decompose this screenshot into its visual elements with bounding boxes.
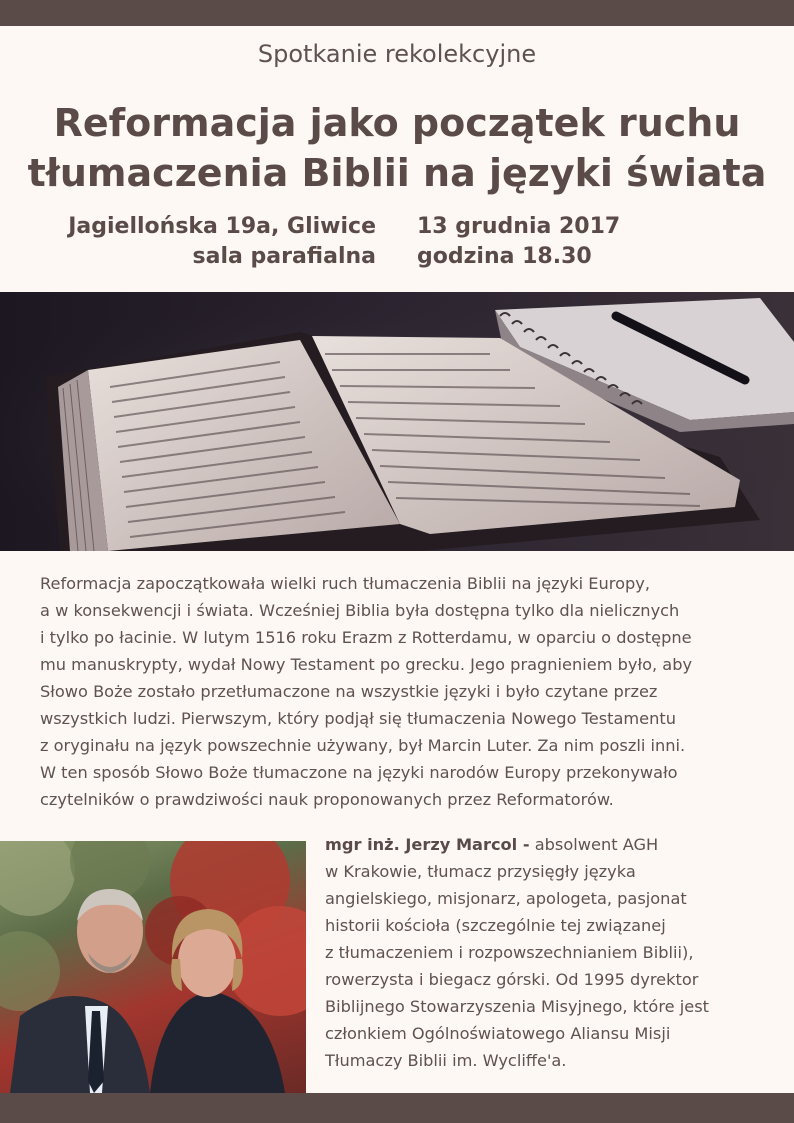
top-bar xyxy=(0,0,794,26)
intro-line: W ten sposób Słowo Boże tłumaczone na języki narodów Europy przekonywało xyxy=(40,763,678,782)
event-date: 13 grudnia 2017 xyxy=(417,214,621,239)
event-time: godzina 18.30 xyxy=(417,244,592,269)
bio-line: Tłumaczy Biblii im. Wycliffe'a. xyxy=(325,1051,567,1070)
intro-text xyxy=(40,570,760,813)
intro-line: a w konsekwencji i świata. Wcześniej Biblia była dostępna tylko dla nielicznych xyxy=(40,601,680,620)
bio-line: historii kościoła (szczególnie tej związanej xyxy=(325,916,666,935)
speaker-bio xyxy=(325,831,765,1074)
open-bible-image xyxy=(0,292,794,551)
address: Jagiellońska 19a, Gliwice xyxy=(68,214,376,239)
bottom-bar xyxy=(0,1093,794,1123)
intro-line: Słowo Boże zostało przetłumaczone na wszystkie języki i było czytane przez xyxy=(40,682,658,701)
title-line-1: Reformacja jako początek ruchu xyxy=(53,101,741,145)
bio-line: rowerzysta i biegacz górski. Od 1995 dyrektor xyxy=(325,970,699,989)
event-type: Spotkanie rekolekcyjne xyxy=(257,40,537,68)
intro-line: Reformacja zapoczątkowała wielki ruch tłumaczenia Biblii na języki Europy, xyxy=(40,574,650,593)
bio-first-line: absolwent AGH xyxy=(529,835,659,854)
title-line-2: tłumaczenia Biblii na języki świata xyxy=(27,151,767,195)
bio-line: angielskiego, misjonarz, apologeta, pasjonat xyxy=(325,889,687,908)
speaker-name: mgr inż. Jerzy Marcol - xyxy=(325,835,530,854)
bio-line: w Krakowie, tłumacz przysięgły języka xyxy=(325,862,636,881)
intro-line: mu manuskrypty, wydał Nowy Testament po grecku. Jego pragnieniem było, aby xyxy=(40,655,693,674)
bio-line xyxy=(325,831,765,858)
couple-image xyxy=(0,841,306,1093)
bible-photo xyxy=(0,292,794,551)
intro-line: czytelników o prawdziwości nauk proponowanych przez Reformatorów. xyxy=(40,790,614,809)
bio-line: Biblijnego Stowarzyszenia Misyjnego, które jest xyxy=(325,997,709,1016)
room: sala parafialna xyxy=(192,244,376,269)
intro-line: z oryginału na język powszechnie używany, był Marcin Luter. Za nim poszli inni. xyxy=(40,736,686,755)
speaker-photo xyxy=(0,841,306,1093)
intro-line: i tylko po łacinie. W lutym 1516 roku Erazm z Rotterdamu, w oparciu o dostępne xyxy=(40,628,692,647)
intro-line: wszystkich ludzi. Pierwszym, który podjął się tłumaczenia Nowego Testamentu xyxy=(40,709,677,728)
bio-line: z tłumaczeniem i rozpowszechnianiem Biblii), xyxy=(325,943,694,962)
datetime-block xyxy=(417,212,620,272)
page-title xyxy=(0,98,794,198)
bio-line: członkiem Ogólnoświatowego Aliansu Misji xyxy=(325,1024,671,1043)
location-block xyxy=(68,212,376,272)
